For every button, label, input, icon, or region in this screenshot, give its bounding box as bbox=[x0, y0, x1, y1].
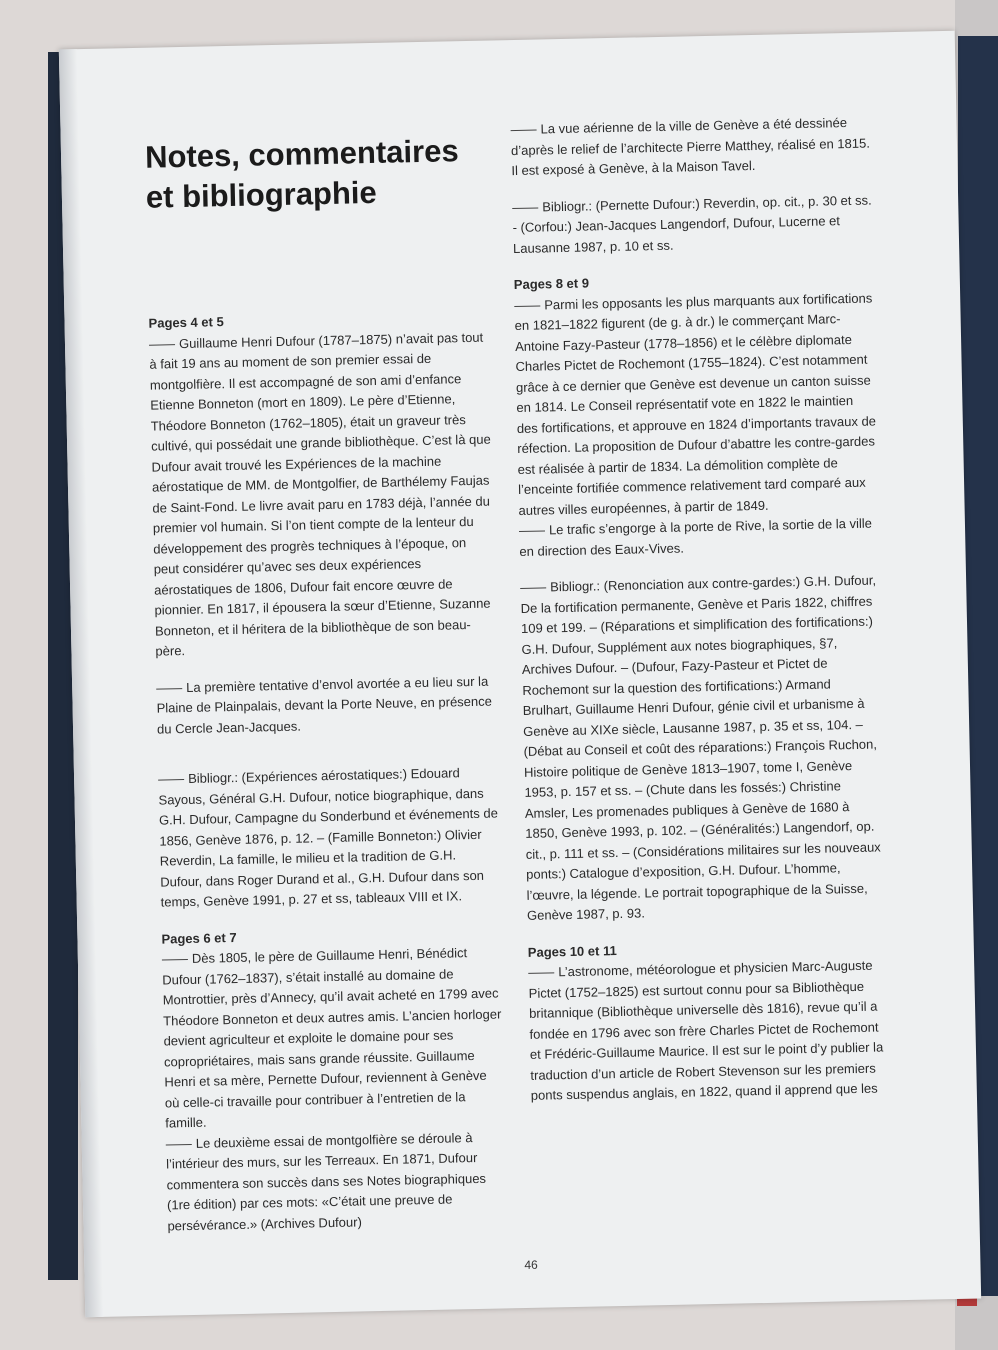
section-heading-pages-8-9: Pages 8 et 9 bbox=[513, 275, 590, 293]
bibliography-text: Bibliogr.: (Pernette Dufour:) Reverdin, op. cit., p. 30 et ss. - (Corfou:) Jean-Jacques Langendorf, Dufour, Lucerne et Lausanne 1987, p. 10 et ss. bbox=[512, 192, 872, 256]
bibliography-text: Bibliogr.: (Renonciation aux contre-gardes:) G.H. Dufour, De la fortification permanente, Genève et Paris 1822, chiffres 109 et 199. – (Réparations et simplification des fortifications:) G.H. Dufour, Supplément aux notes biographiques, §7, Archives Dufour. – (Dufour, Fazy-Pasteur et Pictet de Rochemont sur la question des fortifications:) Armand Brulhart, Guillaume Henri Dufour, génie civil et urbanisme à Genève au XIXe siècle, Lausanne 1987, p. 35 et ss, 104. – (Débat au Conseil et coût des réparations:) François Ruchon, Histoire politique de Genève 1813–1907, tome I, Genève 1953, p. 157 et ss. – (Chute dans les fossés:) Christine Amsler, Les promenades publiques à Genève de 1680 à 1850, Genève 1993, p. 102. – (Généralités:) Langendorf, op. cit., p. 111 et ss. – (Considérations militaires sur les nouveaux ponts:) Catalogue d’exposition, G.H. Dufour. L’homme, l’œuvre, la légende. Le portrait topographique de la Suisse, Genève 1987, p. 93. bbox=[520, 572, 881, 923]
indent-rule bbox=[158, 779, 184, 781]
paragraph-text: Guillaume Henri Dufour (1787–1875) n’avait pas tout à fait 19 ans au moment de son premier essai de montgolfière. Il est accompagné de son ami d’enfance Etienne Bonneton (mort en 1809). Le père d’Etienne, Théodore Bonneton (1762–1805), était un graveur très cultivé, qui possédait une grande bibliothèque. C’est là que Dufour avait trouvé les Expériences de la machine aérostatique de MM. de Montgolfier, de Barthélemy Faujas de Saint-Fond. Le livre avait paru en 1783 déjà, l’année du premier vol humain. Si l’on tient compte de la lenteur du développement des progrès techniques à l’époque, on peut considérer qu’avec ses deux expériences aérostatiques de 1806, Dufour fait encore œuvre de pionnier. En 1817, il épousera la sœur d’Etienne, Suzanne Bonneton, et il héritera de la bibliothèque de son beau-père. bbox=[149, 329, 491, 659]
book-page bbox=[59, 31, 981, 1317]
paragraph-text: Parmi les opposants les plus marquants aux fortifications en 1821–1822 figurent (de g. à dr.) le commerçant Marc-Antoine Fazy-Pasteur (1778–1856) et le célèbre diplomate Charles Pictet de Rochemont (1755–1824). C’est notamment grâce à ce dernier que Genève est devenue un canton suisse en 1814. Le Conseil représentatif vote en 1822 le maintien des fortifications, et approuve en 1824 d’importants travaux de réfection. La proposition de Dufour d’abattre les contre-gardes est réalisée à partir de 1834. La démolition complète de l’enceinte fortifiée commence relativement tard comparé aux autres villes européennes, à partir de 1849. bbox=[514, 290, 877, 518]
paragraph-text: Le deuxième essai de montgolfière se déroule à l’intérieur des murs, sur les Terreaux. En 1871, Dufour commentera son succès dans ses Notes biographiques (1re édition) par ces mots: «C’était une preuve de persévérance.» (Archives Dufour) bbox=[166, 1129, 487, 1234]
paragraph-text: L’astronome, météorologue et physicien Marc-Auguste Pictet (1752–1825) est surtout connu pour sa Bibliothèque britannique (Bibliothèque universelle dès 1816), revue qu’il a fondée en 1796 avec son frère Charles Pictet de Rochemont et Frédéric-Guillaume Maurice. Il est sur le point d’y publier la traduction d’un article de Robert Stevenson sur les premiers ponts suspendus anglais, en 1822, quand il apprend que les bbox=[528, 957, 884, 1103]
indent-rule bbox=[162, 959, 188, 961]
paragraph-text: Dès 1805, le père de Guillaume Henri, Bénédict Dufour (1762–1837), s’était installé au domaine de Montrottier, près d’Annecy, qu’il avait acheté en 1799 avec Théodore Bonneton et deux autres amis. L’ancien horloger devient agriculteur et exploite le domaine pour ses copropriétaires, mais sans grande réussite. Guillaume Henri et sa mère, Pernette Dufour, reviennent à Genève où celle-ci travaille pour contribuer à l’entretien de la famille. bbox=[162, 945, 502, 1131]
bibliography-note bbox=[520, 570, 887, 926]
paragraph bbox=[156, 671, 497, 740]
paragraph bbox=[166, 1127, 508, 1237]
paragraph bbox=[162, 942, 506, 1134]
indent-rule bbox=[512, 207, 538, 209]
paragraph bbox=[510, 113, 871, 182]
paragraph-text: La vue aérienne de la ville de Genève a été dessinée d’après le relief de l’architecte Pierre Matthey, réalisé en 1815. Il est exposé à Genève, à la Maison Tavel. bbox=[510, 115, 870, 179]
bibliography-note bbox=[158, 762, 501, 913]
indent-rule bbox=[149, 344, 175, 346]
indent-rule bbox=[166, 1144, 192, 1146]
section-heading-pages-10-11: Pages 10 et 11 bbox=[527, 942, 617, 960]
paragraph-text: La première tentative d’envol avortée a eu lieu sur la Plaine de Plainpalais, devant la Porte Neuve, en présence du Cercle Jean-Jacques. bbox=[156, 673, 493, 737]
right-column bbox=[510, 113, 891, 1123]
section-heading-pages-6-7: Pages 6 et 7 bbox=[161, 929, 237, 947]
indent-rule bbox=[511, 130, 537, 132]
left-column bbox=[145, 131, 508, 1253]
page-title: Notes, commentaires et bibliographie bbox=[144, 133, 459, 215]
bibliography-text: Bibliogr.: (Expériences aérostatiques:) Edouard Sayous, Général G.H. Dufour, notice biographique, dans G.H. Dufour, Campagne du Sonderbund et événements de 1856, Genève 1876, p. 12. – (Famille Bonneton:) Olivier Reverdin, La famille, le milieu et la tradition de G.H. Dufour, dans Roger Durand et al., G.H. Dufour dans son temps, Genève 1991, p. 27 et ss, tableaux VIII et IX. bbox=[158, 765, 499, 910]
indent-rule bbox=[520, 587, 546, 589]
paragraph bbox=[514, 288, 879, 521]
paragraph-text: Le trafic s’engorge à la porte de Rive, la sortie de la ville en direction des Eaux-Vives. bbox=[519, 515, 873, 559]
indent-rule bbox=[156, 688, 182, 690]
indent-rule bbox=[514, 305, 540, 307]
paragraph bbox=[149, 327, 496, 662]
page-number: 46 bbox=[524, 1257, 538, 1273]
paragraph bbox=[519, 513, 880, 562]
section-heading-pages-4-5: Pages 4 et 5 bbox=[148, 314, 224, 331]
indent-rule bbox=[519, 531, 545, 533]
indent-rule bbox=[528, 972, 554, 974]
bibliography-note bbox=[512, 190, 873, 259]
paragraph bbox=[528, 955, 891, 1106]
